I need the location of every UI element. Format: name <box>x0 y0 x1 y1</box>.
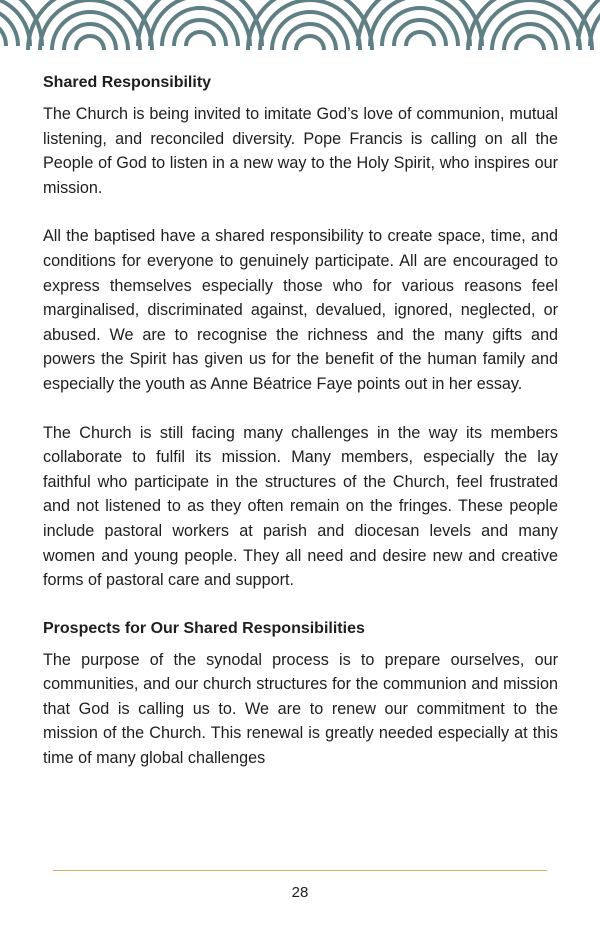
section-heading-shared-responsibility: Shared Responsibility <box>43 74 212 91</box>
banner-arc <box>0 20 6 46</box>
page-body <box>43 71 558 795</box>
paragraph: The purpose of the synodal process is to prepare ourselves, our communities, and our church structures for the communion and mission that God is calling us to. We are to renew our commitment to the mission of the Church. This renewal is greatly needed especially at this time of many global challenges <box>43 650 558 768</box>
banner-arc <box>186 32 214 46</box>
footer-divider <box>53 870 547 871</box>
banner-arc <box>0 8 18 46</box>
paragraph: The Church is being invited to imitate God’s love of communion, mutual listening, and reconciled diversity. Pope Francis is calling on all the People of God to listen in a new way to the Holy Spirit, who inspires our mission. <box>43 105 558 197</box>
banner-arc <box>76 36 104 50</box>
banner-arc <box>516 36 544 50</box>
section-heading-prospects: Prospects for Our Shared Responsibilities <box>43 619 365 637</box>
banner-arc <box>296 36 324 50</box>
decorative-arc-banner <box>0 0 600 50</box>
paragraph: All the baptised have a shared responsibility to create space, time, and conditions for everyone to genuinely participate. All are encouraged to express themselves especially those who for various reasons feel marginalised, discriminated against, devalued, ignored, neglected, or abused. We are to recognise the richness and the many gifts and powers the Spirit has given us for the benefit of the human family and especially the youth as Anne Béatrice Faye points out in her essay. <box>43 227 558 393</box>
page-number: 28 <box>291 884 309 901</box>
banner-arc <box>406 32 434 46</box>
paragraph: The Church is still facing many challenges in the way its members collaborate to fulfil its mission. Many members, especially the lay faithful who participate in the structures of the Church, feel frustrated and not listened to as they often remain on the fringes. These people include pastoral workers at parish and diocesan levels and many women and young people. They all need and desire new and creative forms of pastoral care and support. <box>43 423 558 590</box>
